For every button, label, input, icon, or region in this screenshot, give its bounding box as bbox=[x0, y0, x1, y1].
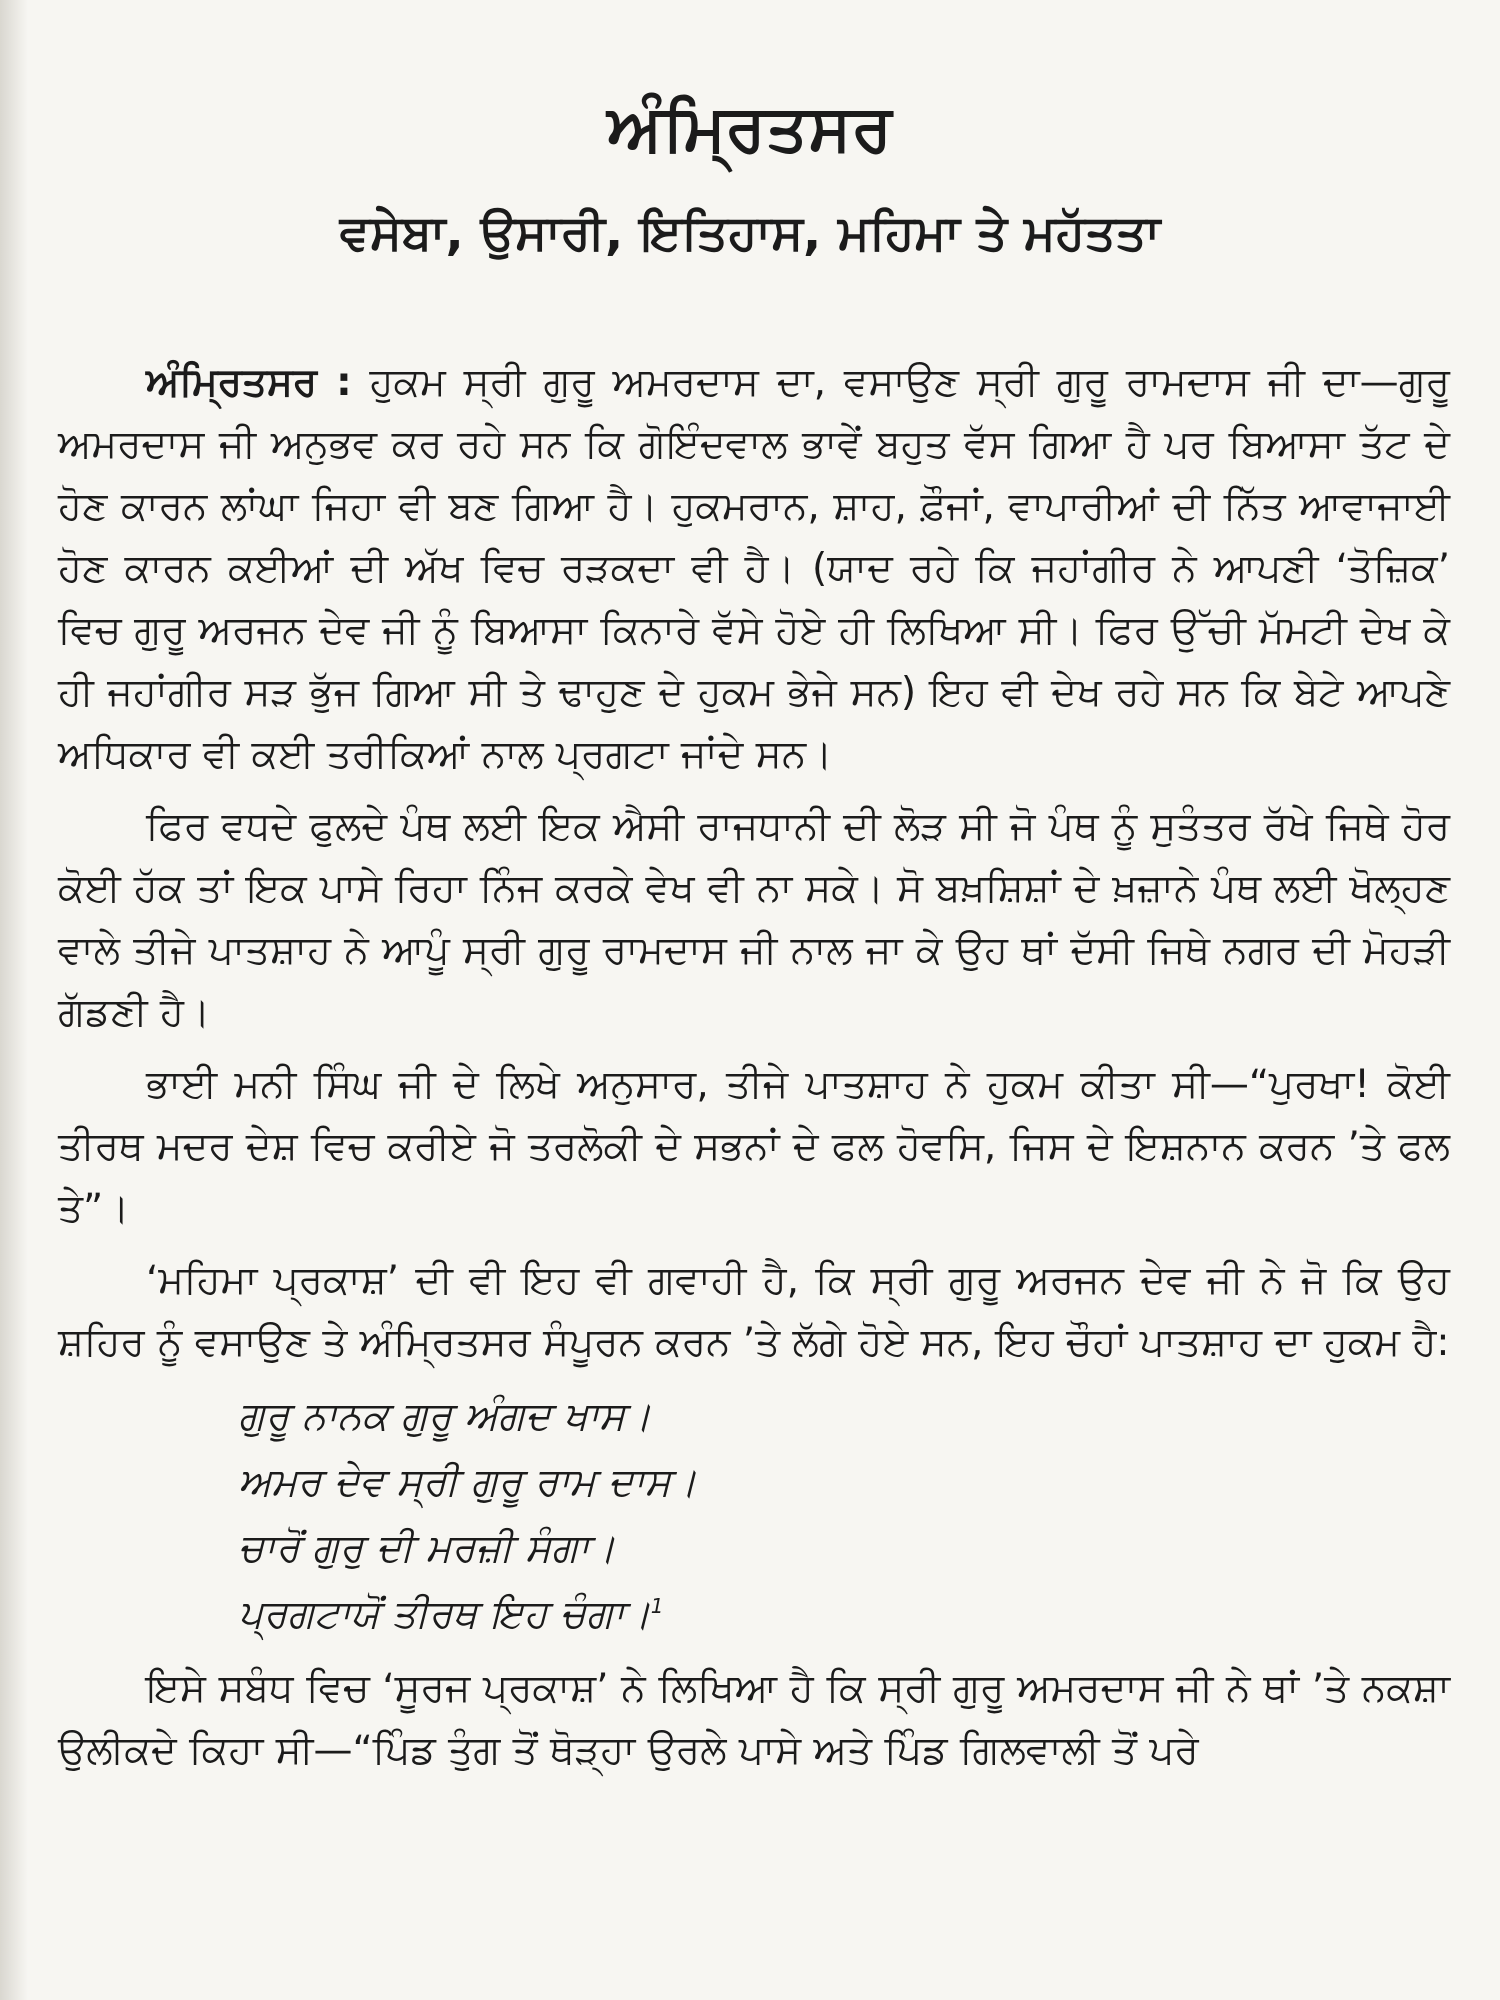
paragraph-3: ਭਾਈ ਮਨੀ ਸਿੰਘ ਜੀ ਦੇ ਲਿਖੇ ਅਨੁਸਾਰ, ਤੀਜੇ ਪਾਤਸ਼ਾਹ ਨੇ ਹੁਕਮ ਕੀਤਾ ਸੀ—“ਪੁਰਖਾ! ਕੋਈ ਤੀਰਥ ਮਦਰ ਦੇਸ਼ ਵਿਚ ਕਰੀਏ ਜੋ ਤਰਲੋਕੀ ਦੇ ਸਭਨਾਂ ਦੇ ਫਲ ਹੋਵਸਿ, ਜਿਸ ਦੇ ਇਸ਼ਨਾਨ ਕਰਨ ’ਤੇ ਫਲ ਤੇ”। bbox=[58, 1062, 1450, 1231]
verse-line-1: ਗੁਰੂ ਨਾਨਕ ਗੁਰੂ ਅੰਗਦ ਖਾਸ। bbox=[238, 1394, 652, 1439]
page-spine-shadow bbox=[0, 0, 28, 2000]
verse-line-2: ਅਮਰ ਦੇਵ ਸ੍ਰੀ ਗੁਰੂ ਰਾਮ ਦਾਸ। bbox=[238, 1460, 698, 1505]
paragraph-1 bbox=[58, 352, 1450, 786]
verse-line-3: ਚਾਰੋਂ ਗੁਰੁ ਦੀ ਮਰਜ਼ੀ ਸੰਗਾ। bbox=[238, 1526, 616, 1571]
paragraph-4: ‘ਮਹਿਮਾ ਪ੍ਰਕਾਸ਼’ ਦੀ ਵੀ ਇਹ ਵੀ ਗਵਾਹੀ ਹੈ, ਕਿ ਸ੍ਰੀ ਗੁਰੂ ਅਰਜਨ ਦੇਵ ਜੀ ਨੇ ਜੋ ਕਿ ਉਹ ਸ਼ਹਿਰ ਨੂੰ ਵਸਾਉਣ ਤੇ ਅੰਮ੍ਰਿਤਸਰ ਸੰਪੂਰਨ ਕਰਨ ’ਤੇ ਲੱਗੇ ਹੋਏ ਸਨ, ਇਹ ਚੌਹਾਂ ਪਾਤਸ਼ਾਹ ਦਾ ਹੁਕਮ ਹੈ: bbox=[58, 1258, 1450, 1365]
footnote-marker: 1 bbox=[650, 1594, 664, 1618]
paragraph-lead-word: ਅੰਮ੍ਰਿਤਸਰ : bbox=[146, 360, 352, 405]
paragraph-1-text: ਹੁਕਮ ਸ੍ਰੀ ਗੁਰੂ ਅਮਰਦਾਸ ਦਾ, ਵਸਾਉਣ ਸ੍ਰੀ ਗੁਰੂ ਰਾਮਦਾਸ ਜੀ ਦਾ—ਗੁਰੂ ਅਮਰਦਾਸ ਜੀ ਅਨੁਭਵ ਕਰ ਰਹੇ ਸਨ ਕਿ ਗੋਇੰਦਵਾਲ ਭਾਵੇਂ ਬਹੁਤ ਵੱਸ ਗਿਆ ਹੈ ਪਰ ਬਿਆਸਾ ਤੱਟ ਦੇ ਹੋਣ ਕਾਰਨ ਲਾਂਘਾ ਜਿਹਾ ਵੀ ਬਣ ਗਿਆ ਹੈ। ਹੁਕਮਰਾਨ, ਸ਼ਾਹ, ਫ਼ੌਜਾਂ, ਵਾਪਾਰੀਆਂ ਦੀ ਨਿੱਤ ਆਵਾਜਾਈ ਹੋਣ ਕਾਰਨ ਕਈਆਂ ਦੀ ਅੱਖ ਵਿਚ ਰੜਕਦਾ ਵੀ ਹੈ। (ਯਾਦ ਰਹੇ ਕਿ ਜਹਾਂਗੀਰ ਨੇ ਆਪਣੀ ‘ਤੋਜ਼ਿਕ’ ਵਿਚ ਗੁਰੂ ਅਰਜਨ ਦੇਵ ਜੀ ਨੂੰ ਬਿਆਸਾ ਕਿਨਾਰੇ ਵੱਸੇ ਹੋਏ ਹੀ ਲਿਖਿਆ ਸੀ। ਫਿਰ ਉੱਚੀ ਮੱਮਟੀ ਦੇਖ ਕੇ ਹੀ ਜਹਾਂਗੀਰ ਸੜ ਭੁੱਜ ਗਿਆ ਸੀ ਤੇ ਢਾਹੁਣ ਦੇ ਹੁਕਮ ਭੇਜੇ ਸਨ) ਇਹ ਵੀ ਦੇਖ ਰਹੇ ਸਨ ਕਿ ਬੇਟੇ ਆਪਣੇ ਅਧਿਕਾਰ ਵੀ ਕਈ ਤਰੀਕਿਆਂ ਨਾਲ ਪ੍ਰਗਟਾ ਜਾਂਦੇ ਸਨ। bbox=[58, 360, 1450, 777]
page-title: ਅੰਮ੍ਰਿਤਸਰ bbox=[607, 92, 893, 166]
paragraph-5: ਇਸੇ ਸਬੰਧ ਵਿਚ ‘ਸੂਰਜ ਪ੍ਰਕਾਸ਼’ ਨੇ ਲਿਖਿਆ ਹੈ ਕਿ ਸ੍ਰੀ ਗੁਰੂ ਅਮਰਦਾਸ ਜੀ ਨੇ ਥਾਂ ’ਤੇ ਨਕਸ਼ਾ ਉਲੀਕਦੇ ਕਿਹਾ ਸੀ—“ਪਿੰਡ ਤੁੰਗ ਤੋਂ ਥੋੜ੍ਹਾ ਉਰਲੇ ਪਾਸੇ ਅਤੇ ਪਿੰਡ ਗਿਲਵਾਲੀ ਤੋਂ ਪਰੇ bbox=[58, 1666, 1450, 1773]
verse-block bbox=[238, 1384, 1450, 1648]
verse-line-4 bbox=[238, 1582, 1450, 1648]
page-subtitle: ਵਸੇਬਾ, ਉਸਾਰੀ, ਇਤਿਹਾਸ, ਮਹਿਮਾ ਤੇ ਮਹੱਤਤਾ bbox=[339, 205, 1161, 261]
body-text bbox=[58, 352, 1450, 1792]
verse-line-4-text: ਪ੍ਰਗਟਾਯੋਂ ਤੀਰਥ ਇਹ ਚੰਗਾ। bbox=[238, 1592, 651, 1637]
paragraph-2: ਫਿਰ ਵਧਦੇ ਫੁਲਦੇ ਪੰਥ ਲਈ ਇਕ ਐਸੀ ਰਾਜਧਾਨੀ ਦੀ ਲੋੜ ਸੀ ਜੋ ਪੰਥ ਨੂੰ ਸੁਤੰਤਰ ਰੱਖੇ ਜਿਥੇ ਹੋਰ ਕੋਈ ਹੱਕ ਤਾਂ ਇਕ ਪਾਸੇ ਰਿਹਾ ਨਿੰਜ ਕਰਕੇ ਵੇਖ ਵੀ ਨਾ ਸਕੇ। ਸੋ ਬਖ਼ਸ਼ਿਸ਼ਾਂ ਦੇ ਖ਼ਜ਼ਾਨੇ ਪੰਥ ਲਈ ਖੋਲ੍ਹਣ ਵਾਲੇ ਤੀਜੇ ਪਾਤਸ਼ਾਹ ਨੇ ਆਪੂੰ ਸ੍ਰੀ ਗੁਰੂ ਰਾਮਦਾਸ ਜੀ ਨਾਲ ਜਾ ਕੇ ਉਹ ਥਾਂ ਦੱਸੀ ਜਿਥੇ ਨਗਰ ਦੀ ਮੋਹੜੀ ਗੱਡਣੀ ਹੈ। bbox=[58, 804, 1450, 1035]
